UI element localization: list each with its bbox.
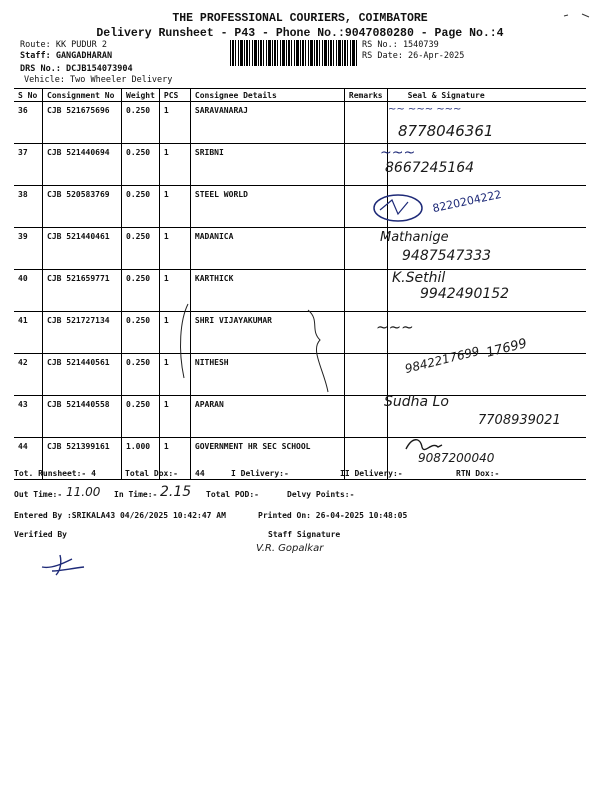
out-time-value: 11.00 bbox=[66, 485, 101, 499]
phone-40: 9942490152 bbox=[420, 286, 510, 302]
sno: 37 bbox=[14, 144, 43, 186]
signature-41: ~~~ bbox=[376, 318, 414, 336]
consignee: APARAN bbox=[190, 396, 344, 438]
consignment-no: CJB 520583769 bbox=[43, 186, 122, 228]
col-consignment: Consignment No bbox=[43, 89, 122, 102]
pcs: 1 bbox=[159, 270, 190, 312]
staff-signature: V.R. Gopalkar bbox=[256, 543, 324, 554]
weight: 0.250 bbox=[122, 312, 160, 354]
name-39: Mathanige bbox=[380, 230, 449, 245]
sno: 39 bbox=[14, 228, 43, 270]
table-row bbox=[14, 144, 586, 186]
consignment-no: CJB 521399161 bbox=[43, 438, 122, 480]
sno: 44 bbox=[14, 438, 43, 480]
weight: 0.250 bbox=[122, 186, 160, 228]
consignment-no: CJB 521675696 bbox=[43, 102, 122, 144]
company-title: THE PROFESSIONAL COURIERS, COIMBATORE bbox=[172, 12, 428, 25]
signature-37: ~~~ bbox=[380, 145, 416, 161]
total-pod: Total POD:- bbox=[206, 490, 259, 499]
sno: 42 bbox=[14, 354, 43, 396]
name-43: Sudha Lo bbox=[384, 394, 449, 410]
col-seal: Seal & Signature bbox=[387, 89, 586, 102]
rtn-dox: RTN Dox:- bbox=[456, 469, 500, 478]
phone-43: 7708939021 bbox=[478, 413, 561, 428]
staff-label: Staff: GANGADHARAN bbox=[20, 51, 113, 61]
remarks bbox=[344, 270, 387, 312]
remarks bbox=[344, 396, 387, 438]
phone-38: 8220204222 bbox=[431, 187, 503, 216]
pcs: 1 bbox=[159, 312, 190, 354]
weight: 0.250 bbox=[122, 228, 160, 270]
i-delivery: I Delivery:- bbox=[231, 469, 289, 478]
total-dox-label: Total Dox:- bbox=[125, 469, 178, 478]
consignee: STEEL WORLD bbox=[190, 186, 344, 228]
vehicle-label: Vehicle: Two Wheeler Delivery bbox=[24, 75, 173, 85]
weight: 1.000 bbox=[122, 438, 160, 480]
consignment-no: CJB 521727134 bbox=[43, 312, 122, 354]
consignment-no: CJB 521440558 bbox=[43, 396, 122, 438]
weight: 0.250 bbox=[122, 102, 160, 144]
table-row bbox=[14, 102, 586, 144]
tot-runsheet: Tot. Runsheet:- 4 bbox=[14, 469, 96, 478]
table-row bbox=[14, 438, 586, 480]
pcs: 1 bbox=[159, 102, 190, 144]
consignee: SHRI VIJAYAKUMAR bbox=[190, 312, 344, 354]
rs-date: RS Date: 26-Apr-2025 bbox=[362, 51, 465, 61]
phone-36: 8778046361 bbox=[398, 122, 494, 140]
drs-label: DRS No.: DCJB154073904 bbox=[20, 64, 133, 74]
consignment-no: CJB 521440561 bbox=[43, 354, 122, 396]
entered-by: Entered By :SRIKALA43 04/26/2025 10:42:47 AM bbox=[14, 511, 226, 520]
table-header bbox=[14, 89, 586, 102]
pcs: 1 bbox=[159, 228, 190, 270]
consignee: MADANICA bbox=[190, 228, 344, 270]
runsheet-subtitle: Delivery Runsheet - P43 - Phone No.:9047080280 - Page No.:4 bbox=[96, 27, 504, 40]
remarks bbox=[344, 102, 387, 144]
sno: 38 bbox=[14, 186, 43, 228]
remarks bbox=[344, 354, 387, 396]
phone-41: 17699 bbox=[484, 336, 529, 361]
weight: 0.250 bbox=[122, 144, 160, 186]
bracket-scribble bbox=[170, 300, 340, 400]
consignee: SARAVANARAJ bbox=[190, 102, 344, 144]
consignment-no: CJB 521659771 bbox=[43, 270, 122, 312]
barcode bbox=[230, 40, 357, 66]
pcs: 1 bbox=[159, 354, 190, 396]
sno: 41 bbox=[14, 312, 43, 354]
weight: 0.250 bbox=[122, 396, 160, 438]
out-time-label: Out Time:- bbox=[14, 490, 63, 499]
rs-no: RS No.: 1540739 bbox=[362, 40, 439, 50]
in-time-label: In Time:- bbox=[114, 490, 158, 499]
pcs: 1 bbox=[159, 144, 190, 186]
consignee: NITHESH bbox=[190, 354, 344, 396]
corner-scribble bbox=[562, 10, 592, 24]
verified-by: Verified By bbox=[14, 530, 67, 539]
pcs: 1 bbox=[159, 438, 190, 480]
col-weight: Weight bbox=[122, 89, 160, 102]
phone-37: 8667245164 bbox=[385, 160, 475, 176]
total-dox-value: 44 bbox=[195, 469, 205, 478]
consignee: KARTHICK bbox=[190, 270, 344, 312]
phone-44: 9087200040 bbox=[418, 451, 495, 465]
col-consignee: Consignee Details bbox=[190, 89, 344, 102]
verified-signature bbox=[38, 549, 90, 577]
weight: 0.250 bbox=[122, 354, 160, 396]
in-time-value: 2.15 bbox=[160, 484, 192, 500]
consignment-no: CJB 521440461 bbox=[43, 228, 122, 270]
name-40: K.Sethil bbox=[392, 270, 446, 286]
consignment-no: CJB 521440694 bbox=[43, 144, 122, 186]
consignee: GOVERNMENT HR SEC SCHOOL bbox=[190, 438, 344, 480]
signature-38-mark bbox=[372, 192, 432, 224]
col-sno: S No bbox=[14, 89, 43, 102]
col-remarks: Remarks bbox=[344, 89, 387, 102]
ii-delivery: II Delivery:- bbox=[340, 469, 403, 478]
printed-on: Printed On: 26-04-2025 10:48:05 bbox=[258, 511, 408, 520]
table-row bbox=[14, 228, 586, 270]
sno: 36 bbox=[14, 102, 43, 144]
phone-39: 9487547333 bbox=[402, 248, 492, 264]
pcs: 1 bbox=[159, 186, 190, 228]
sno: 43 bbox=[14, 396, 43, 438]
route-label: Route: KK PUDUR 2 bbox=[20, 40, 107, 50]
pcs: 1 bbox=[159, 396, 190, 438]
consignee: SRIBNI bbox=[190, 144, 344, 186]
col-pcs: PCS bbox=[159, 89, 190, 102]
weight: 0.250 bbox=[122, 270, 160, 312]
signature-36: ~~ ~~~ ~~~ bbox=[388, 104, 462, 115]
sno: 40 bbox=[14, 270, 43, 312]
staff-signature-label: Staff Signature bbox=[268, 530, 341, 539]
phone-42: 9842217699 bbox=[403, 343, 481, 377]
delvy-points: Delvy Points:- bbox=[287, 490, 355, 499]
